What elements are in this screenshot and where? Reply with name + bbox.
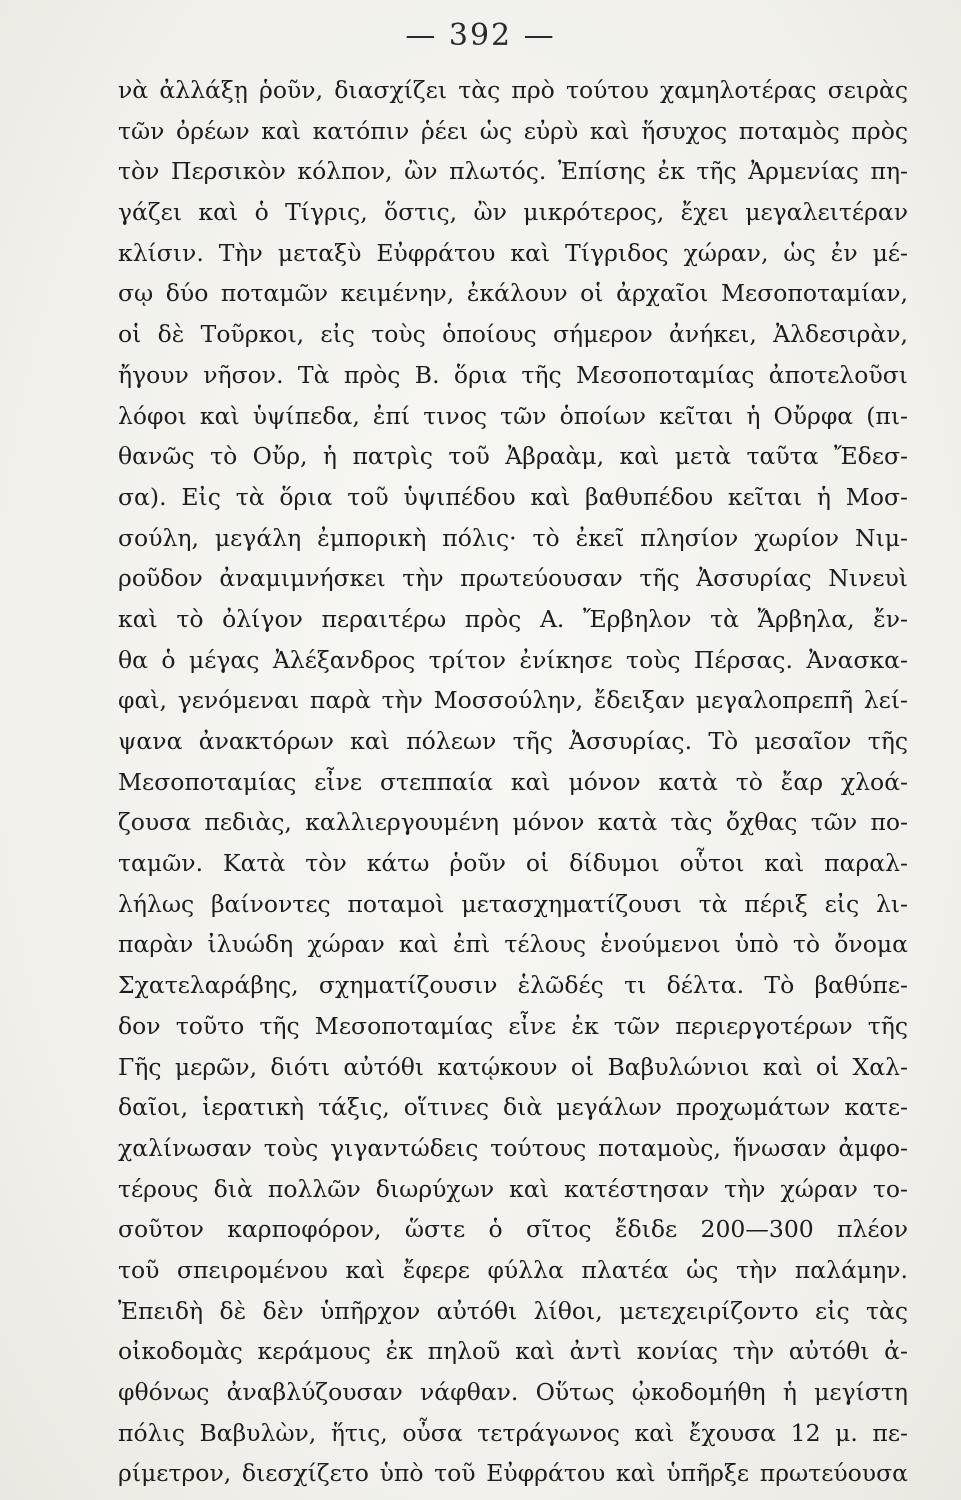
text-line: ρίμετρον, διεσχίζετο ὑπὸ τοῦ Εὐφράτου καὶ ὑπῆρξε πρωτεύουσα [118,1459,908,1488]
text-line: θα ὁ μέγας Ἀλέξανδρος τρίτον ἐνίκησε τοὺς Πέρσας. Ἀνασκα- [118,645,908,674]
text-line: ψανα ἀνακτόρων καὶ πόλεων τῆς Ἀσσυρίας. Τὸ μεσαῖον τῆς [118,727,908,755]
text-line: χαλίνωσαν τοὺς γιγαντώδεις τούτους ποταμοὺς, ἥνωσαν ἀμφο- [118,1133,908,1162]
page-body-text [118,70,908,1494]
text-line: φαὶ, γενόμεναι παρὰ τὴν Μοσσούλην, ἔδειξαν μεγαλοπρεπῆ λεί- [118,686,908,715]
text-line: Ἐπειδὴ δὲ δὲν ὑπῆρχον αὐτόθι λίθοι, μετεχειρίζοντο εἰς τὰς [118,1296,908,1325]
text-line: ζουσα πεδιὰς, καλλιεργουμένη μόνον κατὰ τὰς ὄχθας τῶν πο- [118,808,908,837]
text-line: σούλη, μεγάλη ἐμπορικὴ πόλις· τὸ ἐκεῖ πλησίον χωρίον Νιμ- [118,523,908,552]
text-line: νὰ ἀλλάξῃ ῥοῦν, διασχίζει τὰς πρὸ τούτου χαμηλοτέρας σειρὰς [118,76,908,104]
text-line: λόφοι καὶ ὑψίπεδα, ἐπί τινος τῶν ὁποίων κεῖται ἡ Οὔρφα (πι- [118,401,908,430]
text-line: δαῖοι, ἱερατικὴ τάξις, οἵτινες διὰ μεγάλων προχωμάτων κατε- [118,1093,908,1122]
text-line: ταμῶν. Κατὰ τὸν κάτω ῥοῦν οἱ δίδυμοι οὗτοι καὶ παραλ- [118,849,908,878]
text-line: λήλως βαίνοντες ποταμοὶ μετασχηματίζουσι τὰ πέριξ εἰς λι- [118,889,908,918]
text-line: θανῶς τὸ Οὔρ, ἡ πατρὶς τοῦ Ἀβραὰμ, καὶ μετὰ ταῦτα Ἔδεσ- [118,442,908,471]
text-line: γάζει καὶ ὁ Τίγρις, ὅστις, ὢν μικρότερος, ἔχει μεγαλειτέραν [118,198,908,227]
text-line: οἱ δὲ Τοῦρκοι, εἰς τοὺς ὁποίους σήμερον ἀνήκει, Ἀλδεσιρὰν, [118,320,908,349]
text-line: σῳ δύο ποταμῶν κειμένην, ἐκάλουν οἱ ἀρχαῖοι Μεσοποταμίαν, [118,279,908,308]
text-line: σα). Εἰς τὰ ὅρια τοῦ ὑψιπέδου καὶ βαθυπέδου κεῖται ἡ Μοσ- [118,482,908,511]
text-line: παρὰν ἰλυώδη χώραν καὶ ἐπὶ τέλους ἑνούμενοι ὑπὸ τὸ ὄνομα [118,930,908,959]
text-line: Γῆς μερῶν, διότι αὐτόθι κατῴκουν οἱ Βαβυλώνιοι καὶ οἱ Χαλ- [118,1052,908,1081]
text-line: σοῦτον καρποφόρον, ὥστε ὁ σῖτος ἔδιδε 200—300 πλέον [118,1215,908,1244]
text-line: τέρους διὰ πολλῶν διωρύχων καὶ κατέστησαν τὴν χώραν το- [118,1174,908,1203]
text-line: ἤγουν νῆσον. Τὰ πρὸς Β. ὅρια τῆς Μεσοποταμίας ἀποτελοῦσι [118,360,908,389]
text-line: τῶν ὀρέων καὶ κατόπιν ῥέει ὡς εὐρὺ καὶ ἥσυχος ποταμὸς πρὸς [118,116,908,145]
text-line: φθόνως ἀναβλύζουσαν νάφθαν. Οὕτως ᾠκοδομήθη ἡ μεγίστη [118,1378,908,1406]
text-line: καὶ τὸ ὀλίγον περαιτέρω πρὸς Α. Ἔρβηλον τὰ Ἄρβηλα, ἔν- [118,604,908,633]
text-line: οἰκοδομὰς κεράμους ἐκ πηλοῦ καὶ ἀντὶ κονίας τὴν αὐτόθι ἀ- [118,1337,908,1366]
text-line: κλίσιν. Τὴν μεταξὺ Εὐφράτου καὶ Τίγριδος χώραν, ὡς ἐν μέ- [118,238,908,267]
text-line: τοῦ σπειρομένου καὶ ἔφερε φύλλα πλατέα ὡς τὴν παλάμην. [118,1255,908,1284]
text-line: Σχατελαράβης, σχηματίζουσιν ἑλῶδές τι δέλτα. Τὸ βαθύπε- [118,971,908,1000]
text-line: δον τοῦτο τῆς Μεσοποταμίας εἶνε ἐκ τῶν περιεργοτέρων τῆς [118,1011,908,1040]
text-line: ροῦδον ἀναμιμνήσκει τὴν πρωτεύουσαν τῆς Ἀσσυρίας Νινευὶ [118,564,908,593]
text-line: πόλις Βαβυλὼν, ἥτις, οὖσα τετράγωνος καὶ ἔχουσα 12 μ. πε- [118,1418,908,1447]
text-line: Μεσοποταμίας εἶνε στεππαία καὶ μόνον κατὰ τὸ ἔαρ χλοά- [118,767,908,796]
page-number-header: — 392 — [405,18,556,53]
text-line: τὸν Περσικὸν κόλπον, ὢν πλωτός. Ἐπίσης ἐκ τῆς Ἀρμενίας πη- [118,157,908,186]
